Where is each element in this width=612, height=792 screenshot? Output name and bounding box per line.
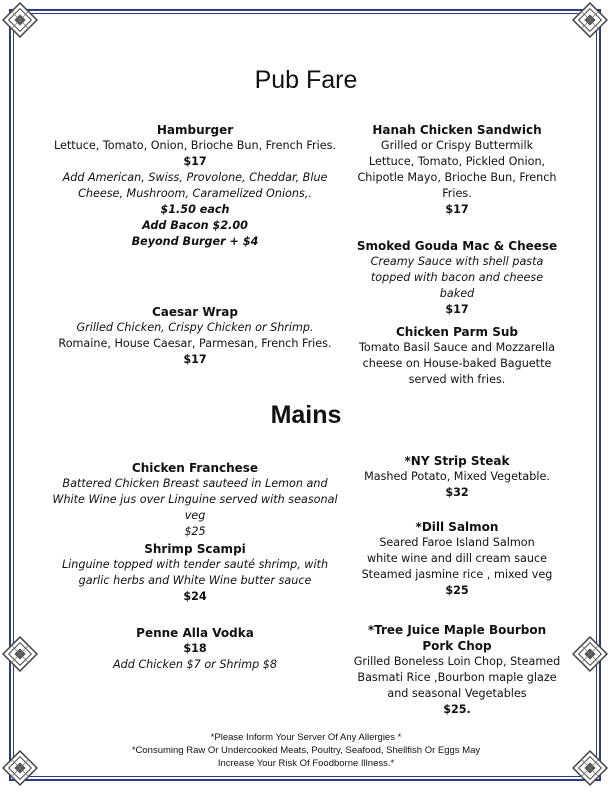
item-name: *Dill Salmon [415,520,499,534]
item-price: $17 [445,303,469,316]
item-price: $25. [443,703,471,716]
item-description: Romaine, House Caesar, Parmesan, French Fries. [58,337,332,350]
item-name: Penne Alla Vodka [136,626,254,640]
menu-item-penne-vodka [50,625,340,673]
item-price: $32 [445,486,469,499]
corner-ornament-icon [572,636,608,672]
menu-item-shrimp-scampi [50,541,340,605]
allergy-note: *Please Inform Your Server Of Any Allergies * [210,732,402,743]
item-description: Grilled Boneless Loin Chop, Steamed Basmati Rice ,Bourbon maple glaze and seasonal Vegetables [353,655,561,700]
item-description: Seared Faroe Island Salmon [379,536,535,549]
item-price: $18 [183,642,207,655]
consumption-warning: Increase Your Risk Of Foodborne Illness.* [217,758,395,769]
item-addon: Add Chicken $7 or Shrimp $8 [112,658,278,671]
item-description: Creamy Sauce with shell pasta topped with bacon and cheese baked [370,255,544,300]
menu-item-pork-chop [352,622,562,718]
corner-ornament-icon [2,750,38,786]
item-bacon-addon: Add Bacon $2.00 [142,219,248,232]
menu-item-caesar-wrap [50,304,340,368]
corner-ornament-icon [572,750,608,786]
item-addon: Add American, Swiss, Provolone, Cheddar, Blue Cheese, Mushroom, Caramelized Onions,. [62,171,328,200]
item-name: *NY Strip Steak [404,454,510,468]
allergy-notice [80,731,532,770]
menu-item-chicken-sandwich [352,122,562,218]
menu-item-chicken-franchese [50,460,340,540]
item-price: $17 [183,155,207,168]
item-price: $25 [445,584,469,597]
item-name: *Tree Juice Maple Bourbon Pork Chop [367,623,547,653]
corner-ornament-icon [2,636,38,672]
item-price: $17 [445,203,469,216]
section-title-mains: Mains [270,401,342,429]
item-description: white wine and dill cream sauce [366,552,548,565]
item-beyond-addon: Beyond Burger + $4 [131,235,259,248]
item-price: $25 [184,525,206,538]
item-description: Grilled or Crispy Buttermilk [380,139,534,152]
menu-item-ny-strip [352,453,562,501]
item-name: Hanah Chicken Sandwich [372,123,542,137]
corner-ornament-icon [2,2,38,38]
menu-item-hamburger [50,122,340,250]
item-name: Chicken Parm Sub [395,325,519,339]
item-price: $17 [183,353,207,366]
item-price: $24 [183,590,207,603]
item-name: Chicken Franchese [131,461,259,475]
menu-item-chicken-parm [352,324,562,388]
menu-item-dill-salmon [352,519,562,599]
corner-ornament-icon [572,2,608,38]
section-title-pub-fare: Pub Fare [254,66,358,94]
item-description: Lettuce, Tomato, Pickled Onion, Chipotle Mayo, Brioche Bun, French Fries. [357,155,557,200]
item-description: Lettuce, Tomato, Onion, Brioche Bun, French Fries. [53,139,337,152]
item-name: Shrimp Scampi [144,542,246,556]
consumption-warning: *Consuming Raw Or Undercooked Meats, Poultry, Seafood, Shellfish Or Eggs May [131,745,481,756]
item-description: Tomato Basil Sauce and Mozzarella cheese on House-baked Baguette served with fries. [358,341,556,386]
item-name: Hamburger [156,123,234,137]
menu-item-mac-cheese [352,238,562,318]
item-description: Linguine topped with tender sauté shrimp, with garlic herbs and White Wine butter sauce [61,558,329,587]
item-name: Smoked Gouda Mac & Cheese [356,239,558,253]
item-addon-price: $1.50 each [160,203,230,216]
item-description: Mashed Potato, Mixed Vegetable. [364,470,550,483]
item-name: Caesar Wrap [151,305,238,319]
item-description: Steamed jasmine rice , mixed veg [361,568,553,581]
item-description: Grilled Chicken, Crispy Chicken or Shrimp. [76,321,314,334]
item-description: Battered Chicken Breast sauteed in Lemon and White Wine jus over Linguine served with seasonal veg [52,477,338,522]
